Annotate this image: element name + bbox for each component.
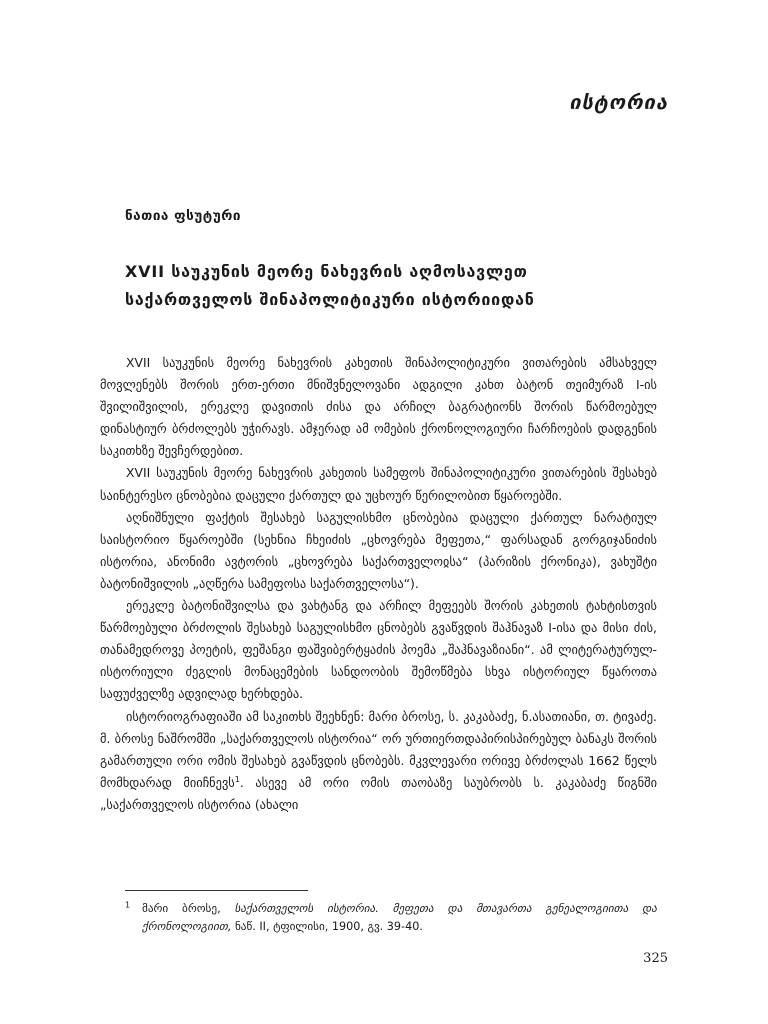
footnote-divider xyxy=(125,890,308,891)
footnote-details: ნაწ. II, ტფილისი, 1900, გვ. 39-40. xyxy=(234,920,423,933)
paragraph-4: ერეკლე ბატონიშვილსა და ვახტანგ და არჩილ მეფეებს შორის კახეთის ტახტისთვის წარმოებული ბრძოლის შესახებ საგულისხმო ცნობებს გვაწვდის შაჰნავაზ I-ისა და მისი ძის, თანამედროვე პოეტის, ფეშანგი ფაშვიბერტყაძის პოემა „შაჰნავაზიანი“. ამ ლიტერატურულ-ისტორიული ძეგლის მონაცემების სანდოობის შემოწმება სხვა ისტორიულ წყაროთა საფუძველზე ადვილად ხერხდება. xyxy=(100,598,657,702)
paragraph-5-text: ისტორიოგრაფიაში ამ საკითხს შეეხნენ: მარი ბროსე, ს. კაკაბაძე, ნ.ასათიანი, თ. ტივაძე. მ. ბროსე ნაშრომში „საქართველოს ისტორია“ ორ ურთიერთდაპირისპირებულ ბანაკს შორის გამართული ორი ომის შესახებ გვაწვდის ცნობებს. მკვლევარი ორივე ბრძოლას 1662 წელს მომხდარად მიიჩნევს xyxy=(100,708,657,790)
paragraph-1: XVII საუკუნის მეორე ნახევრის კახეთის შინაპოლიტიკური ვითარების ამსახველ მოვლენებს შორის ერთ-ერთი მნიშვნელოვანი ადგილი კახთ ბატონ თეიმურაზ I-ის შვილიშვილის, ერეკლე დავითის ძისა და არჩილ ბაგრატიონს შორის წარმოებულ დინასტიურ ბრძოლებს უჭირავს. ამჯერად ამ ომების ქრონოლოგიური ჩარჩოების დადგენის საკითხზე შევჩერდებით. xyxy=(100,355,657,459)
footnote-author: მარი ბროსე, xyxy=(142,902,221,915)
paragraph-5-continuation: ასევე ამ ორი ომის თაობაზე საუბრობს ს. კაკაბაძე წიგნში „საქართველოს ისტორია (ახალი xyxy=(100,774,657,812)
section-heading: ისტორია xyxy=(569,90,668,114)
article-title xyxy=(125,258,685,314)
author-name: ნათია ფსუტური xyxy=(125,208,241,224)
footnote-number: 1 xyxy=(125,900,131,910)
footnote-book-title: საქართველოს ისტორია. მეფეთა და მთავართა გენეალოგიითა და ქრონოლოგიით, xyxy=(142,902,657,933)
page-number: 325 xyxy=(643,951,668,966)
footnote xyxy=(125,900,657,936)
footnote-reference[interactable]: 1 xyxy=(234,774,240,784)
footnote-text xyxy=(125,900,657,936)
paragraph-2: XVII საუკუნის მეორე ნახევრის კახეთის სამეფოს შინაპოლიტიკური ვითარების შესახებ საინტერესო ცნობებია დაცული ქართულ და უცხოურ წერილობით წყაროებში. xyxy=(100,465,657,503)
article-title-line-2: საქართველოს შინაპოლიტიკური ისტორიიდან xyxy=(125,290,535,309)
paragraph-3: აღნიშნული ფაქტის შესახებ საგულისხმო ცნობებია დაცული ქართულ ნარატიულ საისტორიო წყაროებში (სეხნია ჩხეიძის „ცხოვრება მეფეთა,“ ფარსადან გორგიჯანიძის ისტორია, ანონიმი ავტორის „ცხოვრება საქართველოჲსა“ (პარიზის ქრონიკა), ვახუშტი ბატონიშვილის „აღწერა სამეფოსა საქართველოსა“). xyxy=(100,509,657,591)
article-body xyxy=(100,352,657,816)
paragraph-5: ისტორიოგრაფიაში ამ საკითხს შეეხნენ: მარი ბროსე, ს. კაკაბაძე, ნ.ასათიანი, თ. ტივაძე. მ. ბროსე ნაშრომში „საქართველოს ისტორია“ ორ ურთიერთდაპირისპირებულ ბანაკს შორის გამართული ორი ომის შესახებ გვაწვდის ცნობებს. მკვლევარი ორივე ბრძოლას 1662 წელს მომხდარად მიიჩნევს$^1$. ასევე ამ ორი ომის თაობაზე საუბრობს ს. კაკაბაძე წიგნში „საქართველოს ისტორია (ახალი xyxy=(100,708,657,812)
article-title-line-1: XVII საუკუნის მეორე ნახევრის აღმოსავლეთ xyxy=(125,262,528,281)
